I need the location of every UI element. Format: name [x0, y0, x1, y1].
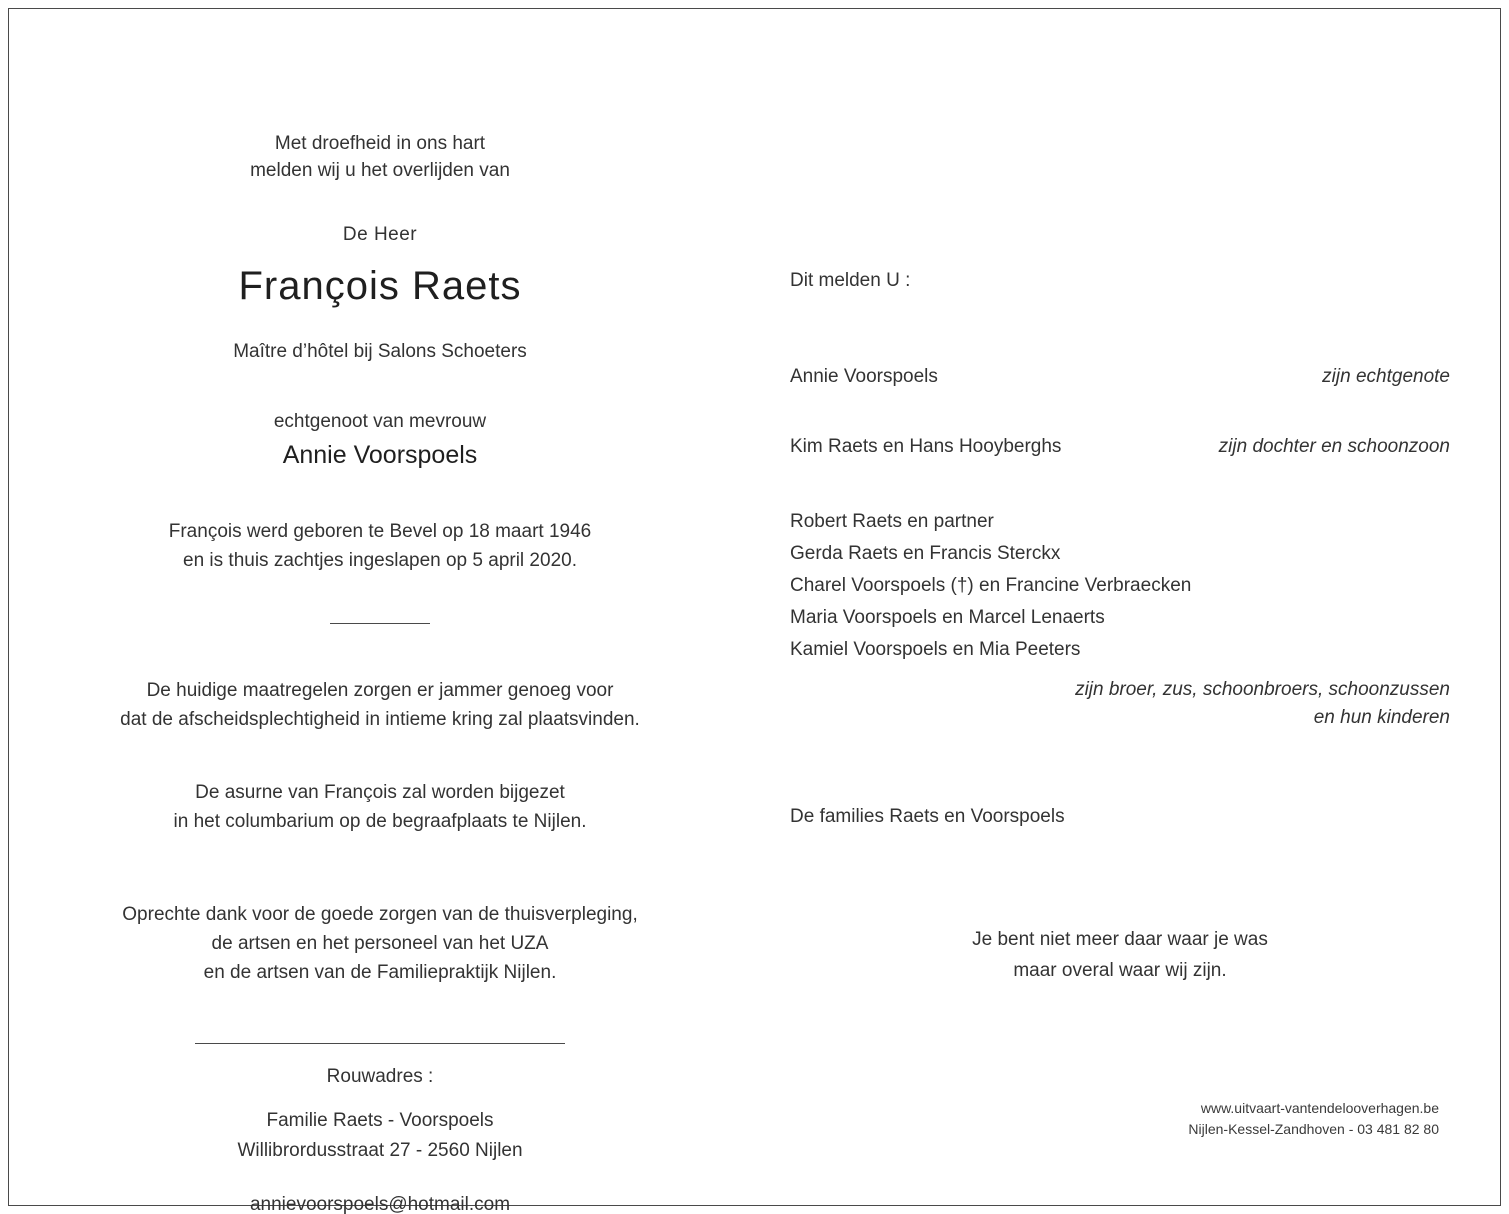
spacer: [790, 458, 1450, 506]
spacer: [790, 292, 1450, 366]
measures-line-2: dat de afscheidsplechtigheid in intieme kring zal plaatsvinden.: [120, 709, 640, 730]
thanks-line-3: en de artsen van de Familiepraktijk Nijlen.: [203, 962, 557, 983]
spacer: [790, 732, 1450, 806]
relation-names: Kim Raets en Hans Hooyberghs: [790, 436, 1062, 457]
thanks-line-2: de artsen en het personeel van het UZA: [211, 933, 549, 954]
funeral-home-contact: Nijlen-Kessel-Zandhoven - 03 481 82 80: [1188, 1121, 1439, 1137]
funeral-home-website[interactable]: www.uitvaart-vantendelooverhagen.be: [1200, 1100, 1439, 1116]
death-line: en is thuis zachtjes ingeslapen op 5 april 2020.: [183, 550, 577, 571]
spouse-name: Annie Voorspoels: [282, 441, 478, 469]
list-item: Charel Voorspoels (†) en Francine Verbraecken: [790, 575, 1192, 596]
relation-row: [790, 366, 1450, 388]
spouse-label: echtgenoot van mevrouw: [273, 411, 487, 432]
families-line: De families Raets en Voorspoels: [790, 806, 1065, 827]
relation-role: zijn dochter en schoonzoon: [1218, 436, 1450, 457]
urn-line-2: in het columbarium op de begraafplaats te Nijlen.: [173, 811, 587, 832]
intro-line-2: melden wij u het overlijden van: [250, 160, 510, 181]
announcement-label: Dit melden U :: [790, 270, 911, 291]
intro-block: [60, 130, 700, 184]
relation-names: Annie Voorspoels: [790, 366, 938, 387]
list-item: Gerda Raets en Francis Sterckx: [790, 543, 1061, 564]
thanks-line-1: Oprechte dank voor de goede zorgen van de thuisverpleging,: [122, 904, 638, 925]
siblings-list: [790, 506, 1450, 666]
birth-death-block: [60, 517, 700, 575]
spacer: [790, 388, 1450, 436]
intro-line-1: Met droefheid in ons hart: [274, 133, 486, 154]
list-item: Maria Voorspoels en Marcel Lenaerts: [790, 607, 1105, 628]
relation-role: zijn echtgenote: [1322, 366, 1450, 387]
siblings-role-line-1: zijn broer, zus, schoonbroers, schoonzussen: [1075, 679, 1450, 700]
long-divider: [195, 1043, 565, 1044]
left-column: [60, 130, 700, 1214]
siblings-role: [790, 676, 1450, 732]
list-item: Kamiel Voorspoels en Mia Peeters: [790, 639, 1081, 660]
relation-row: [790, 436, 1450, 458]
email-address: annievoorspoels@hotmail.com: [249, 1194, 511, 1214]
siblings-role-line-2: en hun kinderen: [1313, 707, 1450, 728]
deceased-name: François Raets: [238, 264, 522, 308]
address-line-1: Familie Raets - Voorspoels: [266, 1110, 494, 1131]
urn-line-1: De asurne van François zal worden bijgezet: [195, 782, 565, 803]
footer-block: [1188, 1098, 1439, 1140]
short-divider: [330, 623, 430, 624]
measures-block: [60, 676, 700, 734]
honorific-title: De Heer: [342, 224, 418, 245]
thanks-block: [60, 900, 700, 987]
poem-block: [790, 924, 1450, 986]
poem-line-1: Je bent niet meer daar waar je was: [972, 929, 1268, 950]
condolence-address-block: [60, 1106, 700, 1166]
birth-line: François werd geboren te Bevel op 18 maart 1946: [168, 521, 592, 542]
list-item: Robert Raets en partner: [790, 511, 994, 532]
poem-line-2: maar overal waar wij zijn.: [1013, 960, 1227, 981]
urn-block: [60, 778, 700, 836]
address-line-2: Willibrordusstraat 27 - 2560 Nijlen: [237, 1140, 523, 1161]
occupation-text: Maître d’hôtel bij Salons Schoeters: [233, 341, 527, 362]
measures-line-1: De huidige maatregelen zorgen er jammer genoeg voor: [146, 680, 614, 701]
condolence-address-label: Rouwadres :: [326, 1066, 434, 1087]
right-column: [790, 270, 1450, 986]
